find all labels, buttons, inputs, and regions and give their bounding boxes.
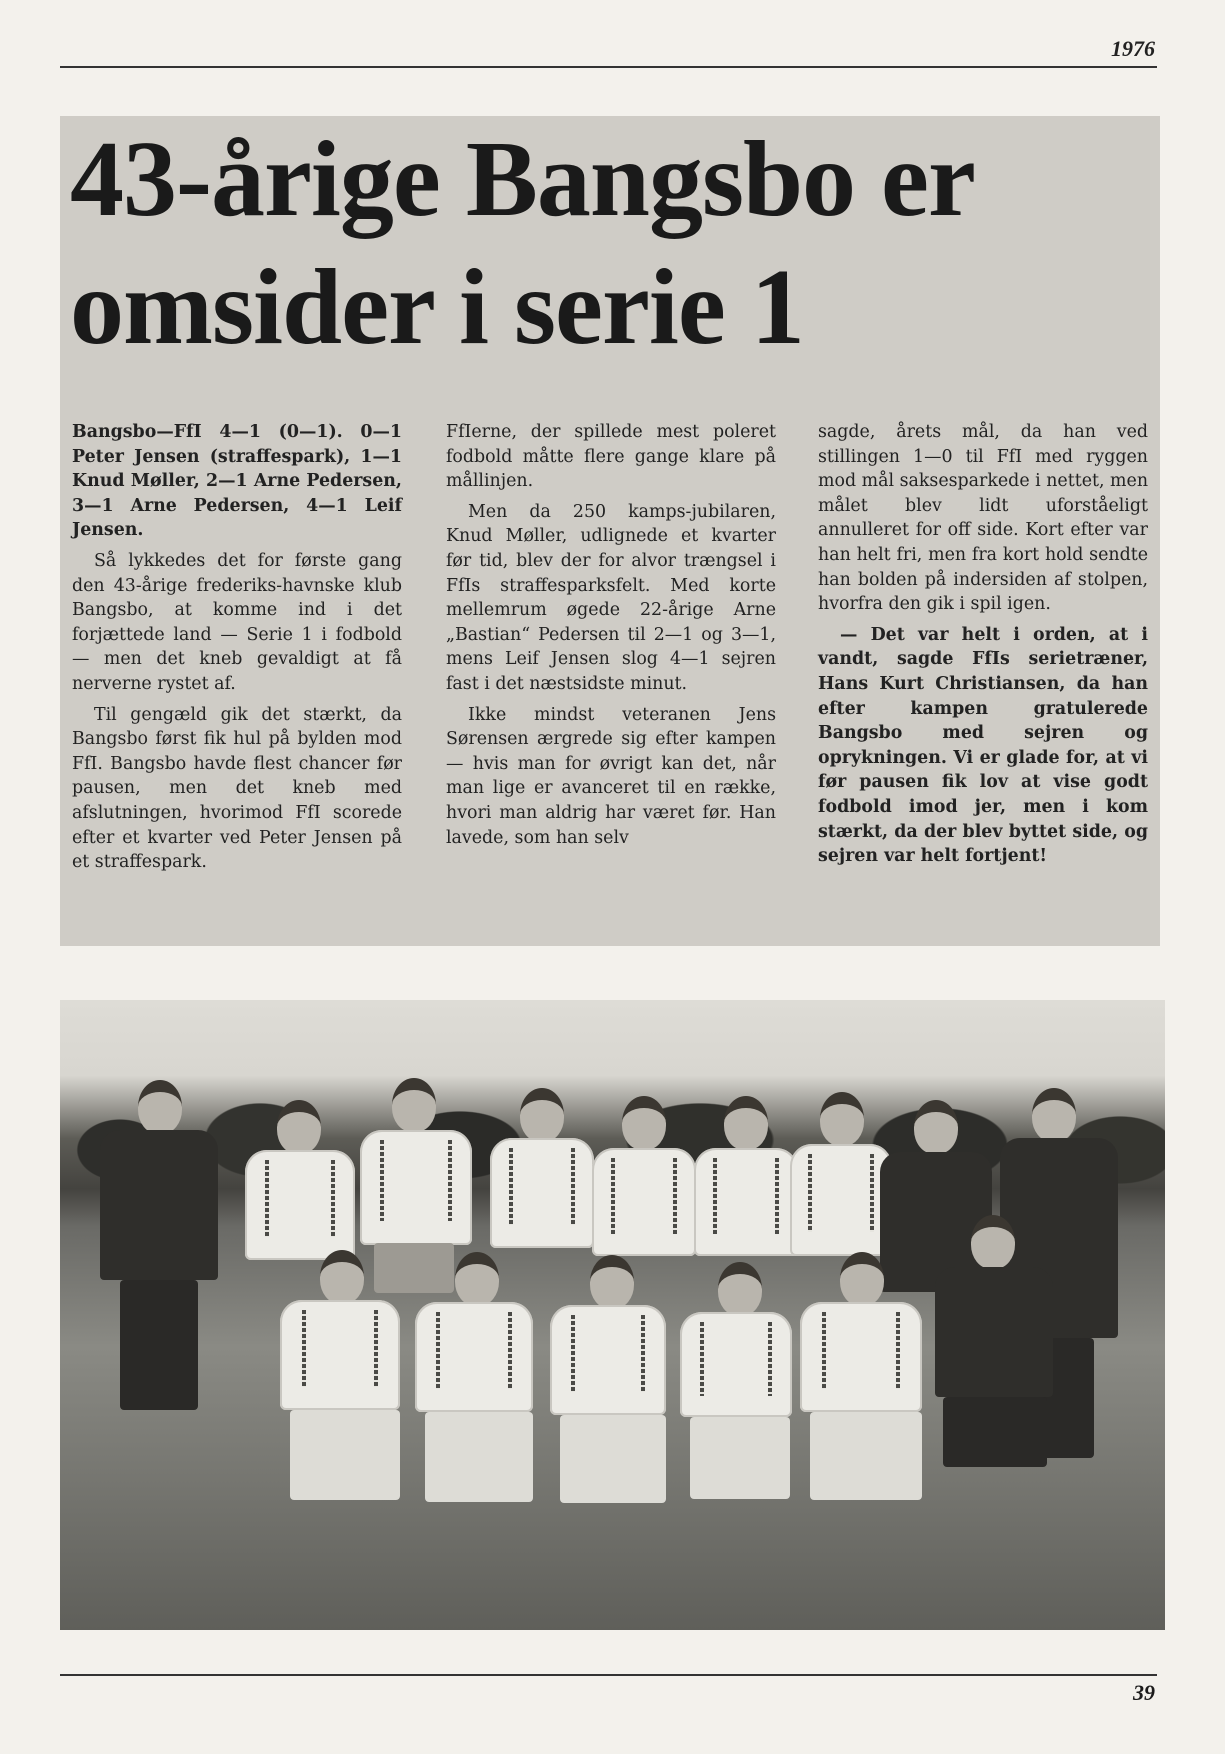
paragraph: FfIerne, der spillede mest poleret fodbold måtte flere gange klare på mållinjen. xyxy=(446,422,776,492)
headline-line-1: 43-årige Bangsbo er xyxy=(70,120,975,239)
header-rule xyxy=(60,66,1157,68)
article-column-3 xyxy=(818,420,1148,869)
paragraph: Men da 250 kamps-jubilaren, Knud Møller, udlignede et kvarter før tid, blev der for alvor trængsel i FfIs straffesparksfelt. Med korte mellemrum øgede 22-årige Arne „Bastian“ Pedersen til 2—1 og 3—1, mens Leif Jensen slog 4—1 sejren fast i det næstsidste minut. xyxy=(446,501,776,694)
article-column-1 xyxy=(72,420,402,875)
paragraph: sagde, årets mål, da han ved stillingen 1—0 til FfI med ryggen mod mål saksesparkede i nettet, men målet blev lidt uforståeligt annulleret for off side. Kort efter var han helt fri, men fra kort hold sendte han bolden på indersiden af stolpen, hvorfra den gik i spil igen. xyxy=(818,422,1149,615)
paragraph: — Det var helt i orden, at i vandt, sagde FfIs serietræner, Hans Kurt Christiansen, da han efter kampen gratulerede Bangsbo med sejren og oprykningen. Vi er glade for, at vi før pausen fik lov at vise godt fodbold imod jer, men i kom stærkt, da der blev byttet side, og sejren var helt fortjent! xyxy=(818,624,1148,867)
team-photo xyxy=(60,1000,1165,1630)
year-header: 1976 xyxy=(1111,36,1155,61)
page-number: 39 xyxy=(1133,1680,1155,1705)
paragraph: Til gengæld gik det stærkt, da Bangsbo først fik hul på bylden mod FfI. Bangsbo havde flest chancer før pausen, men det kneb med afslutningen, hvorimod FfI scorede efter et kvarter ved Peter Jensen på et straffespark. xyxy=(72,704,402,873)
newspaper-clipping xyxy=(60,116,1160,946)
paragraph: Ikke mindst veteranen Jens Sørensen ærgrede sig efter kampen — hvis man for øvrigt kan det, når man lige er avanceret til en række, hvori man aldrig har været før. Han lavede, som han selv xyxy=(446,704,776,848)
article-column-2 xyxy=(446,420,776,850)
article-headline xyxy=(70,116,1150,372)
paragraph: Så lykkedes det for første gang den 43-årige frederiks-havnske klub Bangsbo, at komme ind i det forjættede land — Serie 1 i fodbold — men det kneb gevaldigt at få nerverne rystet af. xyxy=(72,550,402,694)
footer-rule xyxy=(60,1674,1157,1676)
headline-line-2: omsider i serie 1 xyxy=(70,248,804,367)
match-result: Bangsbo—FfI 4—1 (0—1). 0—1 Peter Jensen (straffespark), 1—1 Knud Møller, 2—1 Arne Pedersen, 3—1 Arne Pedersen, 4—1 Leif Jensen. xyxy=(72,422,402,541)
